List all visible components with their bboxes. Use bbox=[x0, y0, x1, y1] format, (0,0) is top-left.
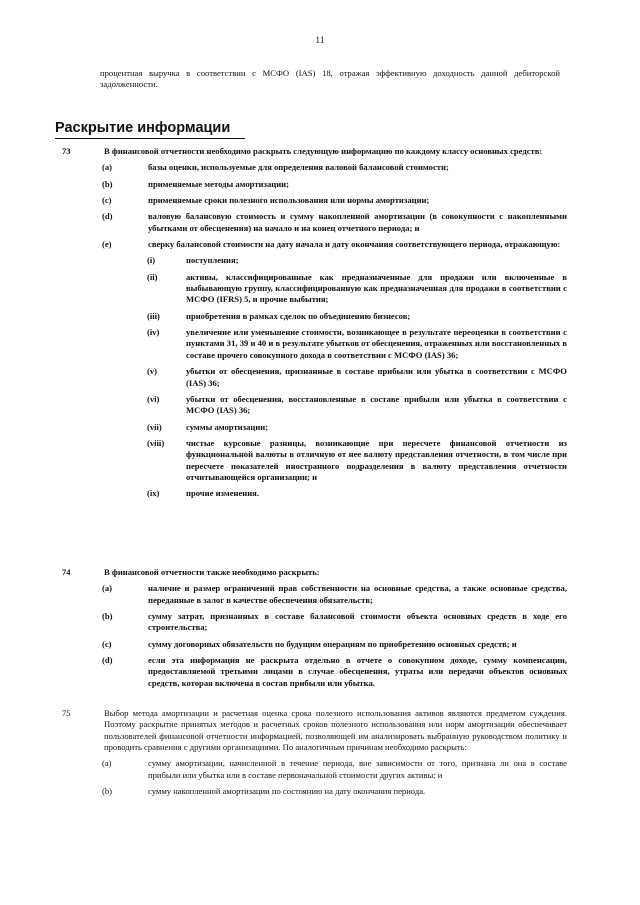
paragraph-75 bbox=[62, 708, 567, 797]
item-label: (e) bbox=[102, 239, 112, 250]
item-text: валовую балансовую стоимость и сумму накопленной амортизации (в совокупности с накопленными убытками от обесценения) на начало и на конец отчетного периода; и bbox=[148, 211, 567, 233]
sub-item bbox=[62, 488, 567, 499]
paragraph-73 bbox=[62, 146, 567, 500]
sub-item-label: (ix) bbox=[147, 488, 160, 499]
item-label: (b) bbox=[102, 178, 113, 189]
item-text: наличие и размер ограничений прав собственности на основные средства, а также основные средства, переданные в залог в качестве обеспечения обязательств; bbox=[148, 583, 567, 605]
item-label: (d) bbox=[102, 211, 113, 222]
list-item bbox=[62, 758, 567, 781]
sub-item-label: (vi) bbox=[147, 393, 160, 404]
list-item bbox=[62, 239, 567, 250]
sub-item-text: приобретения в рамках сделок по объединению бизнесов; bbox=[186, 310, 411, 321]
list-item bbox=[62, 162, 567, 173]
item-label: (b) bbox=[102, 611, 113, 622]
item-label: (a) bbox=[102, 162, 113, 173]
item-text: сумму договорных обязательств по будущим операциям по приобретению основных средств; и bbox=[148, 638, 517, 649]
paragraph-text: Выбор метода амортизации и расчетная оценка срока полезного использования активов являются предметом суждения. Поэтому раскрытие принятых методов и расчетных сроков полезного использования или норм амортизации обеспечивает пользователей финансовой отчетности информацией, позволяющей им анализировать выбранную руководством политику и проводить сравнения с другими организациями. По аналогичным причинам необходимо раскрыть: bbox=[104, 708, 567, 753]
page-number: 11 bbox=[315, 36, 325, 46]
sub-item-label: (v) bbox=[147, 366, 158, 377]
item-text: базы оценки, используемые для определения валовой балансовой стоимости; bbox=[148, 162, 449, 173]
paragraph-text: В финансовой отчетности необходимо раскрыть следующую информацию по каждому классу основных средств: bbox=[104, 146, 543, 156]
sub-item bbox=[62, 272, 567, 306]
item-label: (c) bbox=[102, 195, 112, 206]
paragraph-number: 73 bbox=[62, 146, 71, 156]
sub-item bbox=[62, 311, 567, 322]
list-item bbox=[62, 195, 567, 206]
list-item bbox=[62, 179, 567, 190]
paragraph-74 bbox=[62, 567, 567, 689]
sub-item-label: (vii) bbox=[147, 421, 162, 432]
list-item bbox=[62, 639, 567, 650]
item-text: сумму затрат, признанных в составе балансовой стоимости объекта основных средств в ходе его строительства; bbox=[148, 611, 567, 633]
sub-item-label: (iii) bbox=[147, 310, 160, 321]
paragraph-number: 74 bbox=[62, 567, 71, 577]
paragraph-number: 75 bbox=[62, 708, 71, 718]
list-item bbox=[62, 583, 567, 606]
item-label: (a) bbox=[102, 758, 112, 769]
item-text: сверку балансовой стоимости на дату начала и дату окончания соответствующего периода, отражающую: bbox=[148, 239, 561, 250]
sub-item bbox=[62, 255, 567, 266]
list-item bbox=[62, 786, 567, 797]
list-item bbox=[62, 611, 567, 634]
list-item bbox=[62, 211, 567, 234]
item-text: применяемые сроки полезного использования или нормы амортизации; bbox=[148, 195, 430, 206]
sub-item-text: убытки от обесценения, восстановленные в составе прибыли или убытка в соответствии с МСФО (IAS) 36; bbox=[186, 393, 567, 416]
sub-item bbox=[62, 327, 567, 361]
sub-item bbox=[62, 366, 567, 389]
sub-item-text: убытки от обесценения, признанные в составе прибыли или убытка в соответствии с МСФО (IAS) 36; bbox=[186, 366, 567, 388]
sub-item bbox=[62, 394, 567, 417]
section-title: Раскрытие информации bbox=[55, 121, 245, 139]
sub-item-text: увеличение или уменьшение стоимости, возникающее в результате переоценки в соответствии с пунктами 31, 39 и 40 и в результате убытков от обесценения, отраженных или восстановленных в составе прочего совокупного дохода в соответствии с МСФО (IAS) 36; bbox=[186, 327, 567, 360]
list-item bbox=[62, 655, 567, 689]
sub-item-text: чистые курсовые разницы, возникающие при пересчете финансовой отчетности из функциональной валюты в отличную от нее валюту представления отчетности, в том числе при пересчете показателей иностранного подразделения в валюту представления отчетности отчитывающейся организации; и bbox=[186, 437, 567, 482]
sub-item bbox=[62, 438, 567, 483]
sub-item-label: (ii) bbox=[147, 271, 158, 282]
item-label: (a) bbox=[102, 583, 113, 594]
sub-item-text: активы, классифицированные как предназначенные для продажи или включенные в выбывающую группу, классифицированную как предназначенная для продажи в соответствии с МСФО (IFRS) 5, и прочие выбытия; bbox=[186, 271, 567, 305]
item-text: применяемые методы амортизации; bbox=[148, 178, 289, 189]
item-text: сумму амортизации, начисленной в течение периода, вне зависимости от того, признана ли она в составе прибыли или убытка или в составе первоначальной стоимости других активы; и bbox=[148, 758, 567, 780]
sub-item-text: суммы амортизации; bbox=[186, 421, 269, 432]
intro-paragraph: процентная выручка в соответствии с МСФО (IAS) 18, отражая эффективную доходность данной дебиторской задолженности. bbox=[100, 68, 560, 90]
item-label: (d) bbox=[102, 655, 113, 666]
sub-item bbox=[62, 422, 567, 433]
item-text: сумму накопленной амортизации по состоянию на дату окончания периода. bbox=[148, 786, 426, 797]
sub-item-label: (i) bbox=[147, 255, 156, 266]
sub-item-text: поступления; bbox=[186, 255, 239, 266]
item-label: (c) bbox=[102, 638, 112, 649]
sub-item-text: прочие изменения. bbox=[186, 488, 259, 499]
item-text: если эта информация не раскрыта отдельно в отчете о совокупном доходе, сумму компенсации, предоставляемой третьими лицами в случае обесценения, утраты или передачи объектов основных средств, которая включена в состав прибыли или убытка. bbox=[148, 655, 567, 688]
sub-item-label: (viii) bbox=[147, 437, 165, 448]
item-label: (b) bbox=[102, 786, 113, 797]
paragraph-text: В финансовой отчетности также необходимо раскрыть: bbox=[104, 567, 320, 577]
sub-item-label: (iv) bbox=[147, 327, 160, 338]
